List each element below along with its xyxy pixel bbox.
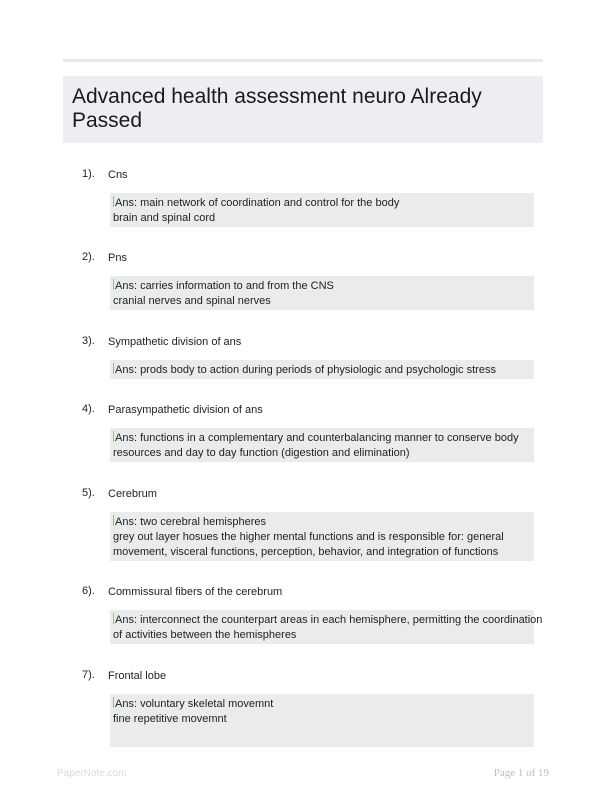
question-text: Sympathetic division of ans: [108, 336, 242, 348]
document-title: Advanced health assessment neuro Already Passed: [72, 85, 482, 132]
answer-marker: [113, 363, 114, 374]
answer-line-text: Ans: voluntary skeletal movemnt: [115, 698, 274, 710]
item-number: 1).: [82, 168, 95, 180]
answer-marker: [113, 515, 114, 526]
answer-marker: [113, 279, 114, 290]
item-number: 7).: [82, 669, 95, 681]
answer-line-text: Ans: carries information to and from the CNS: [115, 280, 334, 292]
answer-line: of activities between the hemispheres: [113, 629, 297, 641]
answer-line-text: Ans: interconnect the counterpart areas in each hemisphere, permitting the coordination: [115, 614, 543, 626]
answer-line: [113, 363, 530, 378]
answer-box: [110, 360, 534, 379]
answer-line-text: Ans: prods body to action during periods of physiologic and psychologic stress: [115, 364, 496, 376]
answer-marker: [113, 431, 114, 442]
answer-marker: [113, 196, 114, 207]
question-text: Cns: [108, 169, 128, 181]
answer-line: [113, 515, 530, 530]
site-watermark: PaperNote.com: [57, 768, 127, 779]
top-divider: [63, 59, 543, 62]
item-number: 2).: [82, 251, 95, 263]
title-banner: [63, 76, 543, 143]
question-text: Pns: [108, 252, 127, 264]
answer-box: [110, 694, 534, 747]
answer-line-text: Ans: functions in a complementary and counterbalancing manner to conserve body: [115, 432, 519, 444]
question-text: Cerebrum: [108, 488, 157, 500]
question-text: Commissural fibers of the cerebrum: [108, 586, 283, 598]
answer-line: fine repetitive movemnt: [113, 713, 227, 725]
answer-box: [110, 193, 534, 227]
page-indicator: Page 1 of 19: [493, 767, 549, 779]
question-text: Frontal lobe: [108, 670, 167, 682]
answer-line: [113, 196, 530, 211]
item-number: 5).: [82, 487, 95, 499]
item-number: 3).: [82, 335, 95, 347]
answer-line: [113, 431, 530, 446]
answer-marker: [113, 697, 114, 708]
answer-line: [113, 613, 543, 628]
answer-line: movement, visceral functions, perception, behavior, and integration of functions: [113, 546, 499, 558]
answer-box: [110, 512, 534, 561]
answer-box: [110, 428, 534, 462]
answer-line: [113, 697, 530, 712]
answer-box: [110, 276, 534, 310]
answer-line-text: Ans: main network of coordination and control for the body: [115, 197, 400, 209]
answer-marker: [113, 613, 114, 624]
item-number: 4).: [82, 403, 95, 415]
answer-line: brain and spinal cord: [113, 212, 216, 224]
item-number: 6).: [82, 585, 95, 597]
answer-line: grey out layer hosues the higher mental functions and is responsible for: general: [113, 531, 504, 543]
answer-line: [113, 279, 530, 294]
answer-box: [110, 610, 543, 644]
answer-line: cranial nerves and spinal nerves: [113, 295, 271, 307]
answer-line: resources and day to day function (digestion and elimination): [113, 447, 410, 459]
answer-line-text: Ans: two cerebral hemispheres: [115, 516, 267, 528]
question-text: Parasympathetic division of ans: [108, 404, 263, 416]
